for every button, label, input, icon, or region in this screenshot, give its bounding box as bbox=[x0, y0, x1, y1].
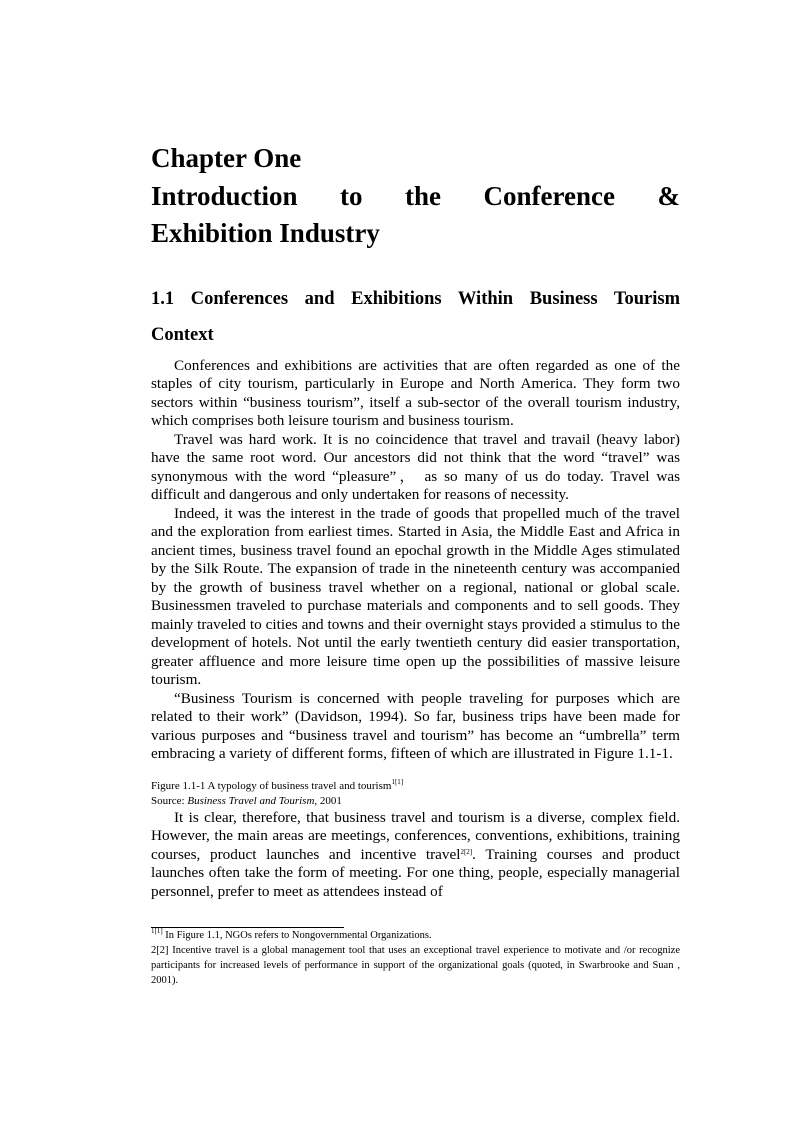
body-paragraph-1: Conferences and exhibitions are activities that are often regarded as one of the staples of city tourism, particularly in Europe and North America. They form two sectors within “business tourism”, itself a sub-sector of the overall tourism industry, which comprises both leisure tourism and business tourism. bbox=[151, 356, 680, 429]
section-heading-line-2: Context bbox=[151, 324, 214, 345]
figure-caption bbox=[151, 779, 680, 794]
section-heading-line-1: 1.1 Conferences and Exhibitions Within Business Tourism bbox=[151, 288, 680, 309]
body-paragraph-5-end: . Training courses and product launches often take the form of meeting. For one thing, people, especially managerial personnel, prefer to meet as attendees instead of bbox=[151, 845, 681, 900]
figure-source-year: 2001 bbox=[317, 794, 342, 807]
chapter-label: Chapter One bbox=[151, 143, 302, 173]
incentive-footnote-ref[interactable]: 2[2] bbox=[460, 847, 473, 856]
document-page bbox=[151, 140, 680, 988]
footnote-1 bbox=[151, 928, 680, 943]
footnote-1-ref: 1[1] bbox=[151, 927, 163, 935]
chapter-heading bbox=[151, 140, 680, 253]
body-paragraph-2: Travel was hard work. It is no coincidence that travel and travail (heavy labor) have the same root word. Our ancestors did not think that the word “travel” was synonymous with the word “pleasure”， as so many of us do today. Travel was difficult and dangerous and only undertaken for reasons of necessity. bbox=[151, 430, 680, 503]
body-paragraph-4: “Business Tourism is concerned with people traveling for purposes which are related to their work” (Davidson, 1994). So far, business trips have been made for various purposes and “business travel and tourism” has become an “umbrella” term embracing a variety of different forms, fifteen of which are illustrated in Figure 1.1-1. bbox=[151, 689, 680, 762]
footnote-2 bbox=[151, 943, 680, 988]
body-paragraph-3: Indeed, it was the interest in the trade of goods that propelled much of the travel and the exploration from earliest times. Started in Asia, the Middle East and Africa in ancient times, business travel found an epochal growth in the Middle Ages stimulated by the Silk Route. The expansion of trade in the nineteenth century was accompanied by the growth of business travel whether on a regional, national or global scale. Businessmen traveled to purchase materials and components and to sell goods. They mainly traveled to cities and towns and their overnight stays provided a stimulus to the development of hotels. Not until the early twentieth century did easier transportation, greater affluence and more leisure time open up the possibilities of massive leisure tourism. bbox=[151, 504, 680, 688]
figure-caption-text: Figure 1.1-1 A typology of business travel and tourism bbox=[151, 779, 392, 792]
body-paragraph-5-start: It is clear, therefore, that business travel and tourism is a diverse, complex field. However, the main areas are meetings, conferences, conventions, exhibitions, training courses, product launches and incentive travel bbox=[151, 808, 680, 863]
figure-source-title: Business Travel and Tourism, bbox=[187, 794, 318, 807]
chapter-title-line-1: Introduction to the Conference & bbox=[151, 180, 680, 211]
footnote-2-text: 2[2] Incentive travel is a global management tool that uses an exceptional travel experience to motivate and /or recognize participants for increased levels of performance in support of the organizational goals (quoted, in Swarbrooke and Suan , 2001). bbox=[151, 945, 680, 986]
figure-footnote-ref[interactable]: 1[1] bbox=[391, 777, 404, 786]
body-paragraph-5 bbox=[151, 809, 680, 902]
figure-source-label: Source: bbox=[151, 794, 188, 807]
figure-source bbox=[151, 794, 680, 809]
footnote-1-text: In Figure 1.1, NGOs refers to Nongovernmental Organizations. bbox=[162, 930, 432, 941]
section-heading bbox=[151, 281, 680, 353]
chapter-title-line-2: Exhibition Industry bbox=[151, 218, 380, 248]
